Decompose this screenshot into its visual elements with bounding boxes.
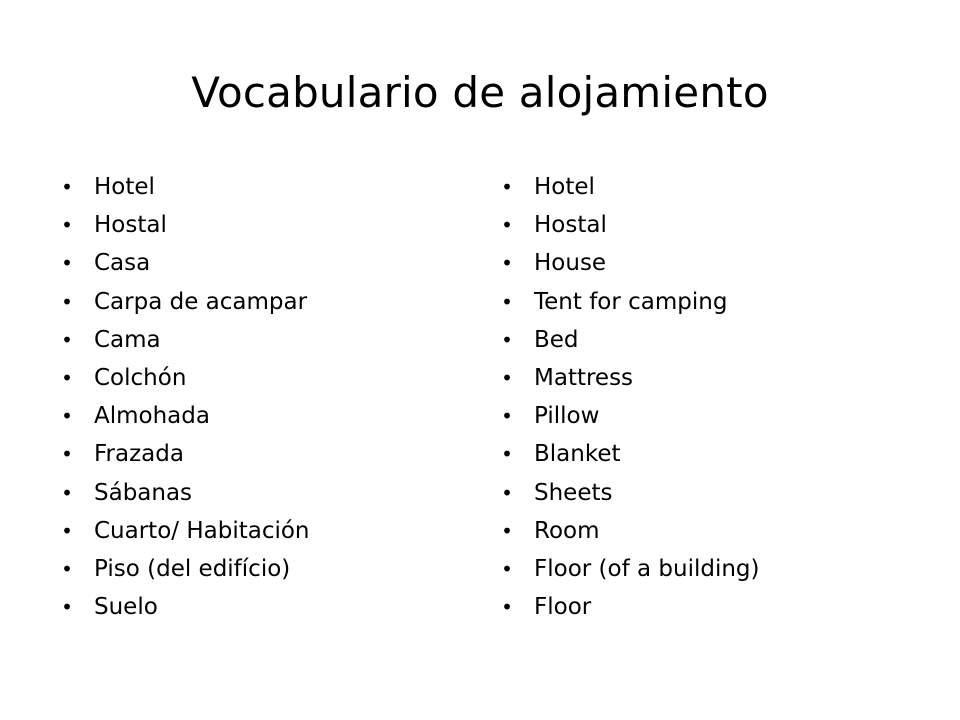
spanish-term: Almohada	[94, 403, 210, 430]
list-item	[498, 244, 918, 282]
list-item	[58, 206, 458, 244]
list-item	[58, 512, 458, 550]
list-item	[498, 168, 918, 206]
bullet-icon: •	[61, 175, 73, 199]
list-item	[498, 397, 918, 435]
bullet-icon: •	[61, 442, 73, 467]
english-translation-list	[498, 168, 918, 626]
list-item	[58, 435, 458, 473]
english-term: Floor (of a building)	[534, 555, 760, 582]
english-term: Hostal	[534, 212, 607, 239]
bullet-icon: •	[501, 251, 513, 276]
list-item	[58, 474, 458, 512]
english-term: Room	[534, 517, 600, 544]
list-item	[498, 550, 918, 588]
english-term: Bed	[534, 326, 579, 353]
list-item	[58, 283, 458, 321]
spanish-term: Sábanas	[94, 479, 193, 506]
spanish-term: Piso (del edifício)	[94, 555, 291, 582]
list-item	[498, 359, 918, 397]
spanish-term: Cama	[94, 326, 161, 353]
english-term: Mattress	[534, 364, 634, 391]
english-term: Tent for camping	[534, 288, 728, 315]
english-term: Hotel	[534, 174, 595, 200]
list-item	[58, 359, 458, 397]
list-item	[58, 550, 458, 588]
bullet-icon: •	[61, 327, 73, 352]
bullet-icon: •	[61, 595, 73, 620]
bullet-icon: •	[61, 365, 73, 390]
slide-title: Vocabulario de alojamiento	[191, 68, 769, 117]
spanish-term: Colchón	[94, 364, 187, 391]
list-item	[498, 474, 918, 512]
bullet-icon: •	[501, 556, 513, 581]
bullet-icon: •	[61, 289, 73, 314]
bullet-icon: •	[501, 442, 513, 467]
bullet-icon: •	[501, 595, 513, 620]
bullet-icon: •	[61, 518, 73, 543]
english-term: Pillow	[534, 403, 600, 430]
bullet-icon: •	[501, 480, 513, 505]
bullet-icon: •	[501, 365, 513, 390]
list-item	[498, 588, 918, 626]
english-term: Blanket	[534, 441, 621, 468]
bullet-icon: •	[61, 556, 73, 581]
spanish-term: Frazada	[94, 441, 184, 468]
spanish-term: Hostal	[94, 212, 167, 239]
english-term: Floor	[534, 594, 592, 621]
english-term: House	[534, 250, 607, 277]
spanish-term: Suelo	[94, 594, 158, 621]
list-item	[58, 397, 458, 435]
list-item	[498, 206, 918, 244]
list-item	[58, 244, 458, 282]
list-item	[58, 588, 458, 626]
bullet-icon: •	[61, 251, 73, 276]
list-item	[498, 283, 918, 321]
bullet-icon: •	[61, 404, 73, 429]
bullet-icon: •	[61, 213, 73, 238]
bullet-icon: •	[501, 404, 513, 429]
bullet-icon: •	[501, 175, 513, 199]
list-item	[498, 435, 918, 473]
spanish-vocabulary-list	[58, 168, 458, 626]
spanish-term: Casa	[94, 250, 151, 277]
english-term: Sheets	[534, 479, 613, 506]
bullet-icon: •	[501, 327, 513, 352]
bullet-icon: •	[501, 213, 513, 238]
spanish-term: Cuarto/ Habitación	[94, 517, 310, 544]
bullet-icon: •	[501, 289, 513, 314]
list-item	[498, 321, 918, 359]
list-item	[498, 512, 918, 550]
bullet-icon: •	[61, 480, 73, 505]
list-item	[58, 168, 458, 206]
spanish-term: Carpa de acampar	[94, 288, 308, 315]
bullet-icon: •	[501, 518, 513, 543]
spanish-term: Hotel	[94, 174, 155, 200]
list-item	[58, 321, 458, 359]
